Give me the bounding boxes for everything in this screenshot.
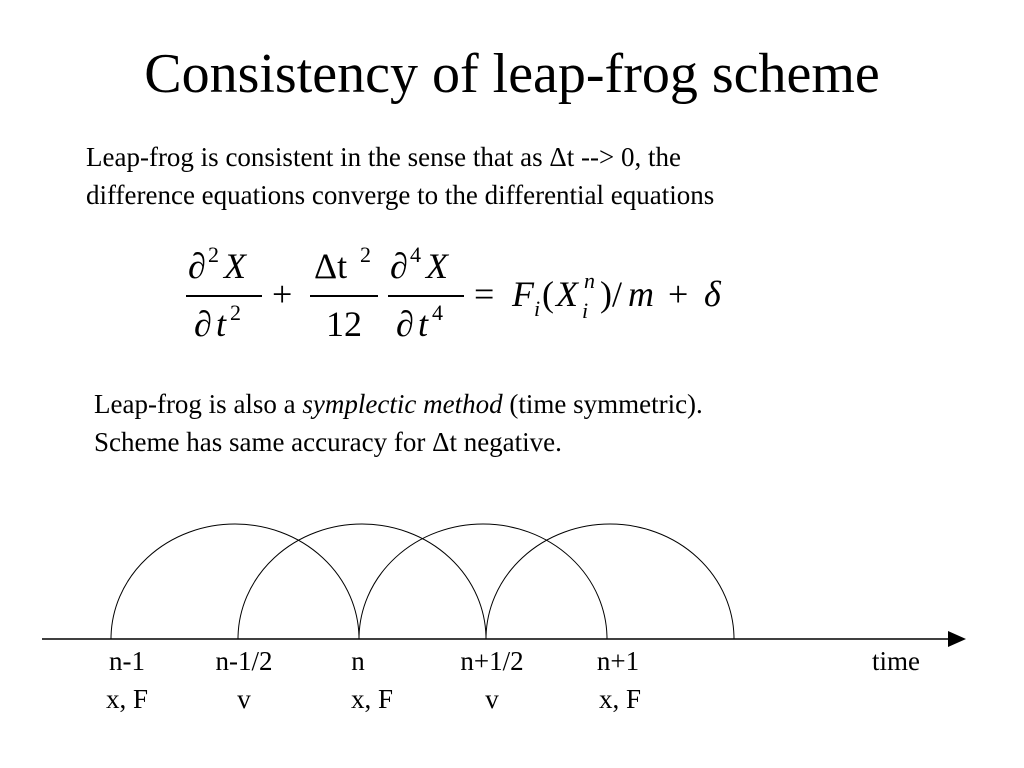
tick-label-n-minus-half: n-1/2 bbox=[215, 646, 273, 676]
symplectic-line-2: Scheme has same accuracy for Δt negative. bbox=[94, 427, 562, 457]
rhs-position-sub: i bbox=[582, 298, 589, 323]
tick-label-n-plus-half: n+1/2 bbox=[460, 646, 524, 676]
symplectic-line-1-pre: Leap-frog is also a bbox=[94, 389, 303, 419]
term3-numerator-exp: 4 bbox=[410, 242, 421, 267]
time-axis-label: time bbox=[872, 646, 920, 676]
rhs-position-sup: n bbox=[584, 268, 595, 293]
equals-sign: = bbox=[474, 274, 495, 314]
rhs-mass: m bbox=[628, 274, 654, 314]
arc-xF-step-1 bbox=[111, 524, 359, 639]
modified-equation bbox=[180, 238, 780, 348]
tick-label-n: n bbox=[351, 646, 365, 676]
term1-numerator-var: X bbox=[224, 246, 246, 286]
consistency-line-2: difference equations converge to the differential equations bbox=[86, 180, 715, 210]
symplectic-line-1-post: (time symmetric). bbox=[502, 389, 703, 419]
tick-label-n-minus-1: n-1 bbox=[109, 646, 145, 676]
tick-vars-n-plus-1: x, F bbox=[598, 684, 642, 714]
rhs-position: X bbox=[556, 274, 578, 314]
tick-vars-n-minus-1: x, F bbox=[105, 684, 149, 714]
symplectic-line-1 bbox=[94, 385, 994, 423]
rhs-open-paren: ( bbox=[542, 274, 554, 314]
term2-numerator: Δt bbox=[314, 246, 348, 286]
rhs-force-sub: i bbox=[534, 296, 541, 321]
tick-vars-n-minus-half: v bbox=[237, 684, 251, 714]
consistency-paragraph bbox=[86, 138, 986, 214]
rhs-plus-sign: + bbox=[668, 274, 689, 314]
term1-denominator-exp: 2 bbox=[230, 300, 241, 325]
arc-v-step-2 bbox=[486, 524, 734, 639]
term2-numerator-exp: 2 bbox=[360, 242, 371, 267]
tick-label-n-plus-1: n+1 bbox=[596, 646, 640, 676]
term1-denominator-op: ∂ bbox=[194, 304, 212, 344]
term2-denominator: 12 bbox=[326, 304, 362, 344]
slide-title: Consistency of leap-frog scheme bbox=[144, 43, 880, 105]
rhs-delta: δ bbox=[704, 274, 721, 314]
symplectic-emphasis: symplectic method bbox=[302, 389, 503, 419]
arc-v-step-1 bbox=[238, 524, 486, 639]
rhs-close-paren: )/ bbox=[600, 274, 622, 314]
time-axis-arrowhead bbox=[948, 631, 966, 647]
tick-vars-n-plus-half: v bbox=[485, 684, 499, 714]
term3-denominator-exp: 4 bbox=[432, 300, 443, 325]
term3-denominator-op: ∂ bbox=[396, 304, 414, 344]
rhs-force: F bbox=[512, 274, 534, 314]
tick-vars-n: x, F bbox=[350, 684, 394, 714]
term3-numerator-op: ∂ bbox=[390, 246, 408, 286]
term3-numerator-var: X bbox=[426, 246, 448, 286]
term1-numerator-op: ∂ bbox=[188, 246, 206, 286]
consistency-line-1: Leap-frog is consistent in the sense that as Δt --> 0, the bbox=[86, 142, 681, 172]
symplectic-paragraph bbox=[94, 385, 994, 461]
leapfrog-timeline-diagram bbox=[0, 510, 1024, 730]
term1-denominator-var: t bbox=[216, 304, 227, 344]
term1-numerator-exp: 2 bbox=[208, 242, 219, 267]
term3-denominator-var: t bbox=[418, 304, 429, 344]
plus-sign: + bbox=[272, 274, 293, 314]
arc-xF-step-2 bbox=[359, 524, 607, 639]
